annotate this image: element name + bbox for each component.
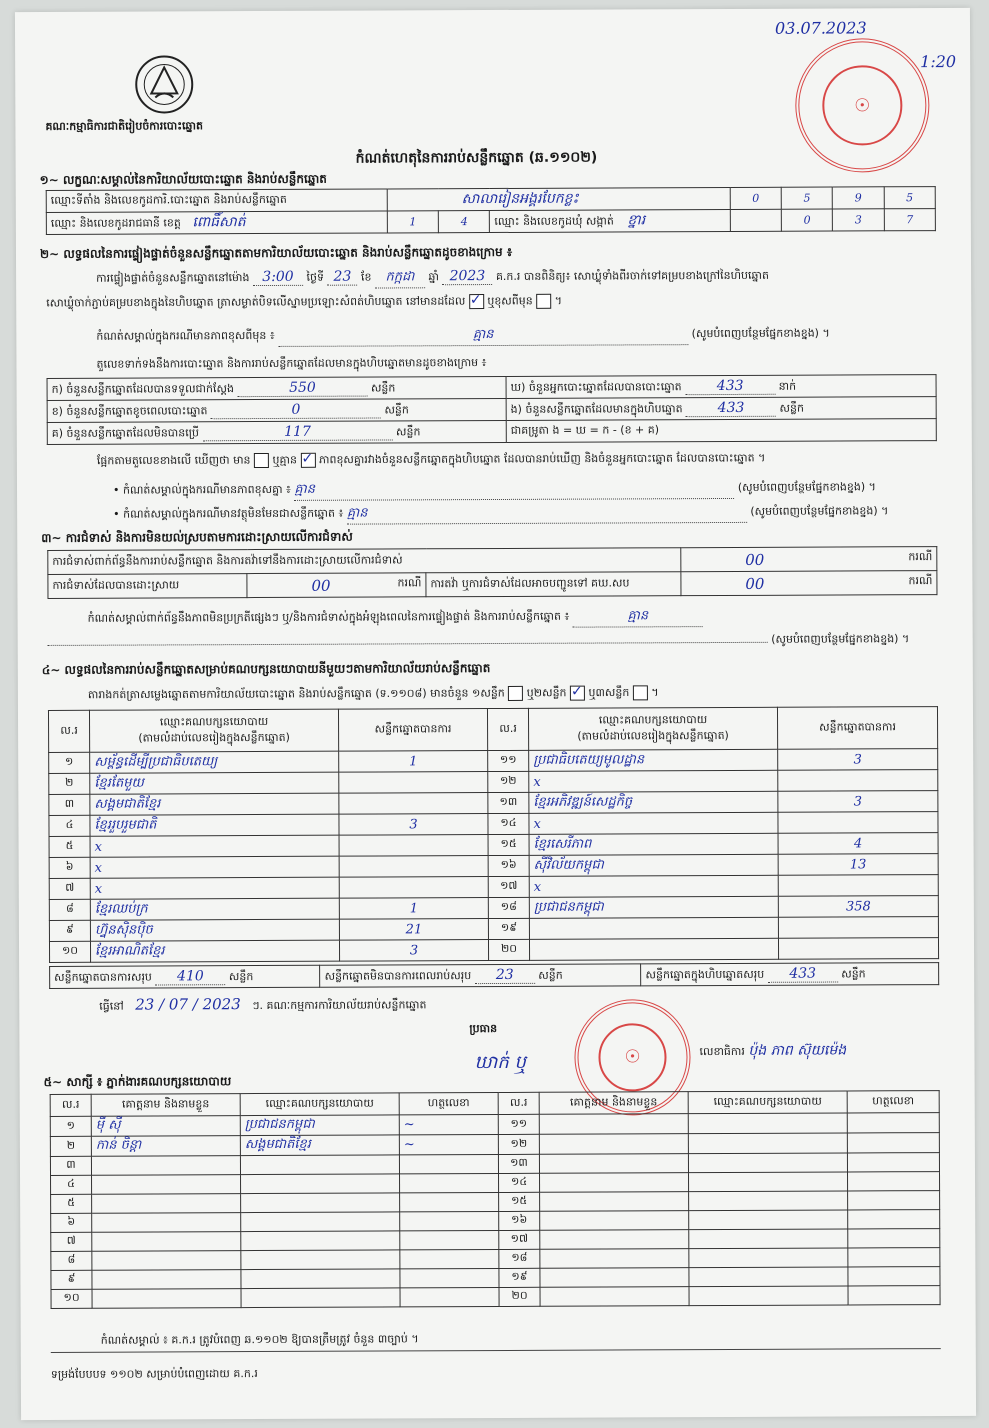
station-value: សាលារៀនអង្គរបែកខ្លះ <box>387 187 730 210</box>
party-votes-cell <box>778 917 938 939</box>
commune-code-3: 7 <box>884 209 935 231</box>
witness-no-cell: ១០ <box>51 1289 92 1308</box>
party-party-cell: x <box>90 877 339 899</box>
seal-note-line: កំណត់សម្គាល់ក្នុងករណីមានភាពខុសពីមុន ៖ គ្មាន (សូមបំពេញបន្ថែមផ្នែកខាងខ្នង) ។ <box>96 324 956 348</box>
witness-body <box>50 1113 940 1309</box>
party-votes-cell <box>778 812 938 834</box>
party-no-cell: ១ <box>49 752 90 773</box>
witness-no-cell: ៣ <box>50 1156 91 1175</box>
witness-name-cell <box>539 1154 688 1174</box>
witness-name-cell <box>539 1114 688 1135</box>
witness-sig-cell <box>847 1133 939 1153</box>
party-no-cell: ១០ <box>49 941 90 962</box>
witness-name-cell <box>540 1230 689 1250</box>
witness-party-cell <box>689 1286 848 1306</box>
party-votes-cell: 21 <box>339 919 488 941</box>
station-table <box>46 186 936 235</box>
numbers-intro: តួលេខទាក់ទងនឹងការបោះឆ្នោត និងការរាប់សន្លឹកឆ្នោតដែលមានក្នុងហិបឆ្នោតមានដូចខាងក្រោម ៖ <box>96 356 487 371</box>
witness-name-cell <box>540 1192 689 1212</box>
station-label: ឈ្មោះទីតាំង និងលេខកូដការិ.បោះឆ្នោត និងរាប់សន្លឹកឆ្នោត <box>46 189 387 212</box>
commune-code-blank <box>730 209 781 231</box>
witness-party-cell <box>688 1153 847 1173</box>
col-party: ឈ្មោះគណបក្សនយោបាយ (តាមលំដាប់លេខរៀងក្នុងសន្លឹកឆ្នោត) <box>89 709 338 752</box>
one-sheet-checkbox[interactable] <box>508 686 523 701</box>
total-invalid: សន្លឹកឆ្នោតមិនបានការពេលរាប់សរុប 23 សន្លឹក <box>320 964 641 987</box>
w-col-no-2: ល.រ <box>498 1092 539 1114</box>
w-col-sig-2: ហត្ថលេខា <box>847 1091 939 1113</box>
party-votes-cell <box>339 877 488 899</box>
witness-party-cell: ប្រជាជនកម្ពុជា <box>240 1115 399 1136</box>
nec-emblem-icon <box>133 53 195 115</box>
witness-no-cell: ៦ <box>51 1213 92 1232</box>
witness-sig-cell <box>400 1268 499 1287</box>
party-no-cell: ១២ <box>488 771 529 792</box>
witness-sig-cell: ~ <box>399 1134 498 1154</box>
col-votes-2: សន្លឹកឆ្នោតបានការ <box>777 707 937 750</box>
party-no-cell: ១៧ <box>488 876 529 897</box>
party-no-cell: ១១ <box>488 750 529 771</box>
party-party-cell: x <box>529 875 778 897</box>
irregularity-note: កំណត់សម្គាល់ពាក់ព័ន្ធនឹងភាពមិនប្រក្រតីផ្សេងៗ ឬ/និងការជំទាស់ក្នុងអំឡុងពេលនៃការផ្ទៀងផ្ទាត់ និងការរាប់សន្លឹកឆ្នោត ៖ គ្មាន <box>88 606 958 630</box>
witness-sig-cell <box>400 1173 499 1192</box>
witness-party-cell <box>241 1193 400 1213</box>
col-party-2: ឈ្មោះគណបក្សនយោបាយ (តាមលំដាប់លេខរៀងក្នុងសន្លឹកឆ្នោត) <box>528 707 777 750</box>
party-no-cell: ៥ <box>49 836 90 857</box>
party-votes-cell <box>778 938 938 960</box>
witness-party-cell <box>688 1113 847 1134</box>
seal-check-line: សោឃ្លុំចាក់ភ្ជាប់គម្របខាងក្នុងនៃហិបឆ្នោត ត្រាសម្ងាត់បិទលើស្នាមប្រឡោះសំពត់ហិបឆ្នោត នៅមានដដែល ✓ ឬខុសពីមុន ។ <box>46 294 562 313</box>
party-votes-cell <box>339 835 488 857</box>
party-party-cell: ខ្មែរអាណិតខ្មែរ <box>90 940 339 962</box>
witness-name-cell <box>540 1173 689 1193</box>
compare-line: ផ្អែកតាមតួលេខខាងលើ ឃើញថា មាន ឬគ្មាន ✓ ភាពខុសគ្នារវាងចំនួនសន្លឹកឆ្នោតក្នុងហិបឆ្នោត ដែលបានរាប់ឃើញ និងចំនួនអ្នកបោះឆ្នោត ដែលបានបោះឆ្នោត ។ <box>97 450 967 470</box>
w-col-name-2: គោត្តនាម និងនាមខ្លួន <box>539 1092 688 1115</box>
witness-party-cell <box>689 1210 848 1230</box>
total-valid: សន្លឹកឆ្នោតបានការសរុប 410 សន្លឹក <box>50 965 321 988</box>
ballot-count-table <box>47 374 937 445</box>
w-col-party: ឈ្មោះគណបក្សនយោបាយ <box>240 1093 399 1116</box>
diff-yes-checkbox[interactable] <box>254 453 269 468</box>
party-no-cell: ១៨ <box>488 897 529 918</box>
witness-party-cell <box>241 1174 400 1194</box>
ballot-row-received: ក) ចំនួនសន្លឹកឆ្នោតដែលបានទទួលជាក់ស្តែង 550 សន្លឹក ឃ) ចំនួនអ្នកបោះឆ្នោតដែលបានបោះឆ្នោត 433 នាក់ <box>47 375 936 401</box>
witness-no-cell: ១៨ <box>499 1249 540 1268</box>
witness-name-cell <box>540 1268 689 1288</box>
witness-party-cell <box>688 1133 847 1154</box>
diff-note-line: • កំណត់សម្គាល់ក្នុងករណីមានភាពខុសគ្នា ៖ គ្មាន (សូមបំពេញបន្ថែមផ្នែកខាងខ្នង) ។ <box>113 478 963 502</box>
objection-table <box>47 546 937 599</box>
president-label: ប្រធាន <box>469 1021 498 1036</box>
form-page <box>15 8 976 1420</box>
party-no-cell: ៤ <box>49 815 90 836</box>
witness-name-cell <box>92 1232 241 1252</box>
witness-party-cell <box>689 1229 848 1249</box>
witness-name-cell <box>92 1213 241 1233</box>
party-party-cell <box>529 938 778 960</box>
irregularity-note-line2: (សូមបំពេញបន្ថែមផ្នែកខាងខ្នង) ។ <box>48 632 948 652</box>
col-votes: សន្លឹកឆ្នោតបានការ <box>338 709 487 752</box>
party-no-cell: ១៣ <box>488 792 529 813</box>
w-col-no: ល.រ <box>50 1094 91 1116</box>
witness-sig-cell <box>848 1229 940 1248</box>
party-votes-cell: 3 <box>778 791 938 813</box>
total-box: សន្លឹកឆ្នោតក្នុងហិបឆ្នោតសរុប 433 សន្លឹក <box>641 963 939 986</box>
witness-no-cell: ១៤ <box>499 1173 540 1192</box>
witness-party-cell <box>241 1288 400 1308</box>
witness-party-cell <box>241 1212 400 1232</box>
party-party-cell: ប្រជាធិបតេយ្យមូលដ្ឋាន <box>529 749 778 771</box>
party-no-cell: ២០ <box>488 939 529 960</box>
commune-code-1: 0 <box>781 209 832 231</box>
witness-no-cell: ៩ <box>51 1270 92 1289</box>
party-votes-cell: 3 <box>778 749 938 771</box>
witness-sig-cell <box>847 1153 939 1172</box>
committee-name: គណៈកម្មាធិការជាតិរៀបចំការបោះឆ្នោត <box>45 119 204 133</box>
witness-name-cell <box>539 1134 688 1155</box>
party-no-cell: ១៤ <box>488 813 529 834</box>
witness-name-cell <box>91 1156 240 1176</box>
province-cell: ឈ្មោះ និងលេខកូដរាជធានី ខេត្ត ពោធិ៍សាត់ <box>46 211 387 234</box>
forwarded-count: 00 ករណី <box>681 571 937 596</box>
witness-party-cell <box>241 1269 400 1289</box>
party-party-cell: x <box>90 835 339 857</box>
section4-heading: ៤~ លទ្ធផលនៃការរាប់សន្លឹកឆ្នោតសម្រាប់គណបក្សនយោបាយនីមួយៗតាមការិយាល័យរាប់សន្លឹកឆ្នោត <box>41 661 491 677</box>
commune-cell: ឈ្មោះ និងលេខកូដឃុំ សង្កាត់ ខ្នារ <box>490 209 730 232</box>
party-votes-cell <box>778 770 938 792</box>
signing-date-line: ធ្វើនៅ 23 / 07 / 2023 ៗ. គណៈកម្មការការិយាល័យរាប់សន្លឹកឆ្នោត <box>99 995 427 1014</box>
object-note-line: • កំណត់សម្គាល់ក្នុងករណីមានវត្ថុមិនមែនជាសន្លឹកឆ្នោត ៖ គ្មាន (សូមបំពេញបន្ថែមផ្នែកខាងខ្នង) ។ <box>113 502 963 526</box>
witness-sig-cell <box>848 1210 940 1229</box>
ballot-row-spoiled: ខ) ចំនួនសន្លឹកឆ្នោតខូចពេលបោះឆ្នោត 0 សន្លឹក ង) ចំនួនសន្លឹកឆ្នោតដែលមានក្នុងហិបឆ្នោត 433 សន្លឹក <box>47 397 936 423</box>
party-party-cell: x <box>529 770 778 792</box>
forwarded-label: ការតវ៉ា ឬការជំទាស់ដែលអាចបញ្ជូនទៅ គឃ.សប <box>426 572 681 597</box>
witness-name-cell <box>540 1249 689 1269</box>
objection-count: 00 ករណី <box>681 547 937 572</box>
stamp-time: 1:20 <box>920 51 957 72</box>
witness-sig-cell: ~ <box>399 1114 498 1134</box>
w-col-party-2: ឈ្មោះគណបក្សនយោបាយ <box>688 1091 847 1114</box>
witness-table <box>50 1090 941 1309</box>
station-code-2: 5 <box>781 187 832 209</box>
witness-party-cell <box>689 1248 848 1268</box>
party-no-cell: ១៥ <box>488 834 529 855</box>
witness-sig-cell <box>400 1192 499 1211</box>
col-no: ល.រ <box>48 710 89 752</box>
witness-sig-cell <box>400 1249 499 1268</box>
party-no-cell: ៣ <box>49 794 90 815</box>
party-votes-cell <box>778 875 938 897</box>
footer-note: កំណត់សម្គាល់ ៖ គ.ក.រ ត្រូវបំពេញ ឆ.១១០២ ឱ្យបានត្រឹមត្រូវ ចំនួន ៣ច្បាប់ ។ <box>100 1332 419 1347</box>
witness-no-cell: ៧ <box>51 1232 92 1251</box>
witness-name-cell <box>540 1211 689 1231</box>
tally-sheet-line: តារាងកត់ត្រាសម្លេងឆ្នោតតាមការិយាល័យបោះឆ្នោត និងរាប់សន្លឹកឆ្នោត (ទ.១១០៨) មានចំនួន ១សន្លឹក ឬ២សន្លឹក ✓ ឬ៣សន្លឹក ។ <box>88 685 659 704</box>
witness-name-cell <box>92 1289 241 1309</box>
party-no-cell: ១៩ <box>488 918 529 939</box>
president-signature: ឃាក់ ឬ <box>474 1051 527 1074</box>
section1-heading: ១~ លក្ខណៈសម្គាល់នៃការិយាល័យបោះឆ្នោត និងរាប់សន្លឹកឆ្នោត <box>39 171 327 187</box>
witness-sig-cell <box>848 1286 940 1305</box>
witness-party-cell <box>689 1191 848 1211</box>
witness-sig-cell <box>848 1172 940 1191</box>
witness-no-cell: ១៥ <box>499 1192 540 1211</box>
party-party-cell: ខ្មែរអភិវឌ្ឍន៍សេដ្ឋកិច្ច <box>529 791 778 813</box>
party-party-cell <box>529 917 778 939</box>
party-party-cell: សង្គមជាតិខ្មែរ <box>90 793 339 815</box>
witness-name-cell <box>92 1270 241 1290</box>
ballot-row-unused: គ) ចំនួនសន្លឹកឆ្នោតដែលមិនបានប្រើ 117 សន្លឹក ជាគម្រូតា ង = ឃ = ក - (ខ + គ) <box>47 419 936 445</box>
witness-name-cell <box>92 1194 241 1214</box>
party-party-cell: ស៊ីវិល័យកម្ពុជា <box>529 854 778 876</box>
w-col-name: គោត្តនាម និងនាមខ្លួន <box>91 1094 240 1117</box>
witness-party-cell <box>241 1231 400 1251</box>
totals-table <box>49 962 939 989</box>
witness-party-cell: សង្គមជាតិខ្មែរ <box>240 1135 399 1156</box>
section3-heading: ៣~ ការជំទាស់ និងការមិនយល់ស្របតាមការដោះស្រាយលើការជំទាស់ <box>41 529 353 545</box>
party-votes-cell: 3 <box>339 814 488 836</box>
section2-heading: ២~ លទ្ធផលនៃការផ្ទៀងផ្ទាត់ចំនួនសន្លឹកឆ្នោតតាមការិយាល័យបោះឆ្នោត និងរាប់សន្លឹកឆ្នោតដូចខាងក្រោម ៖ <box>39 244 513 261</box>
witness-no-cell: ៤ <box>51 1175 92 1194</box>
witness-no-cell: ២០ <box>499 1287 540 1306</box>
nec-logo <box>133 53 195 115</box>
witness-sig-cell <box>400 1287 499 1306</box>
commune-code-2: 3 <box>833 209 884 231</box>
party-party-cell: ខ្មែររួបរួមជាតិ <box>90 814 339 836</box>
form-code: ទម្រង់បែបបទ ១១០២ សម្រាប់បំពេញដោយ គ.ក.រ <box>50 1367 258 1381</box>
party-votes-cell: 13 <box>778 854 938 876</box>
party-votes-cell: 1 <box>339 751 488 773</box>
party-votes-cell: 358 <box>778 896 938 918</box>
party-votes-cell: 1 <box>339 898 488 920</box>
party-party-cell: សម្ព័ន្ធដើម្បីប្រជាធិបតេយ្យ <box>90 751 339 773</box>
witness-no-cell: ២ <box>50 1136 91 1156</box>
stamp-date: 03.07.2023 <box>774 18 867 38</box>
stamp-seal-icon: ☉ <box>822 65 902 145</box>
province-code-2: 4 <box>438 211 489 233</box>
party-votes-cell: 4 <box>778 833 938 855</box>
party-votes-cell <box>339 772 488 794</box>
party-party-cell: ខ្មែរសេរីភាព <box>529 833 778 855</box>
witness-name-cell: ម៉ី ស៊ី <box>91 1116 240 1137</box>
seal-same-checkbox[interactable] <box>469 294 484 309</box>
results-header-row <box>48 707 937 753</box>
party-results-table <box>48 706 939 963</box>
party-no-cell: ៦ <box>49 857 90 878</box>
party-party-cell: ហ្វ៊ុនស៊ិនប៉ិច <box>90 919 339 941</box>
resolved-label: ការជំទាស់ដែលបានដោះស្រាយ <box>48 574 247 599</box>
witness-party-cell <box>241 1250 400 1270</box>
results-body <box>49 749 939 963</box>
party-votes-cell <box>339 793 488 815</box>
witness-name-cell <box>540 1287 689 1307</box>
station-code-3: 9 <box>833 187 884 209</box>
party-party-cell: ខ្មែរឈប់ក្រ <box>90 898 339 920</box>
party-no-cell: ២ <box>49 773 90 794</box>
party-no-cell: ៩ <box>49 920 90 941</box>
witness-name-cell <box>92 1175 241 1195</box>
section5-heading: ៥~ សាក្សី ៖ ភ្នាក់ងារគណបក្សនយោបាយ <box>43 1074 232 1089</box>
witness-no-cell: ១៧ <box>499 1230 540 1249</box>
secretary-line: លេខាធិការ ប៉ុង ភាព ស៊ុយម៉េង <box>699 1042 847 1059</box>
party-party-cell: ប្រជាជនកម្ពុជា <box>529 896 778 918</box>
table-row <box>49 938 938 963</box>
witness-sig-cell <box>400 1230 499 1249</box>
witness-sig-cell <box>848 1248 940 1267</box>
witness-no-cell: ១៩ <box>499 1268 540 1287</box>
seal-changed-checkbox[interactable] <box>536 294 551 309</box>
witness-no-cell: ១ <box>50 1116 91 1136</box>
witness-no-cell: ៥ <box>51 1194 92 1213</box>
resolved-count: 00 ករណី <box>247 573 426 598</box>
page-title: កំណត់ហេតុនៃការរាប់សន្លឹកឆ្នោត (ឆ.១១០២) <box>355 149 598 167</box>
province-code-1: 1 <box>387 211 438 233</box>
diff-no-checkbox[interactable] <box>300 453 315 468</box>
witness-sig-cell <box>848 1191 940 1210</box>
three-sheets-checkbox[interactable] <box>633 685 648 700</box>
stamp-seal-icon-2: ☉ <box>598 1023 667 1092</box>
witness-sig-cell <box>848 1267 940 1286</box>
station-code-4: 5 <box>884 187 935 209</box>
party-no-cell: ៨ <box>49 899 90 920</box>
party-votes-cell <box>339 856 488 878</box>
witness-party-cell <box>689 1172 848 1192</box>
witness-row <box>51 1286 940 1309</box>
party-votes-cell: 3 <box>339 940 488 962</box>
party-no-cell: ៧ <box>49 878 90 899</box>
witness-sig-cell <box>847 1113 939 1133</box>
witness-party-cell <box>240 1155 399 1175</box>
party-party-cell: ខ្មែរតែមួយ <box>90 772 339 794</box>
witness-name-cell: កាន់ ចិន្តា <box>91 1136 240 1157</box>
party-party-cell: x <box>529 812 778 834</box>
two-sheets-checkbox[interactable] <box>570 686 585 701</box>
objection-label: ការជំទាស់ពាក់ព័ន្ធនឹងការរាប់សន្លឹកឆ្នោត និងការតវ៉ាទៅនឹងការដោះស្រាយលើការជំទាស់ <box>48 548 681 575</box>
party-no-cell: ១៦ <box>488 855 529 876</box>
witness-sig-cell <box>399 1154 498 1173</box>
witness-party-cell <box>689 1267 848 1287</box>
witness-no-cell: ១៣ <box>498 1154 539 1173</box>
witness-sig-cell <box>400 1211 499 1230</box>
received-stamp <box>795 38 930 173</box>
witness-name-cell <box>92 1251 241 1271</box>
witness-no-cell: ១២ <box>498 1134 539 1154</box>
col-no-2: ល.រ <box>487 708 528 750</box>
w-col-sig: ហត្ថលេខា <box>399 1092 498 1114</box>
witness-no-cell: ៨ <box>51 1251 92 1270</box>
check-time-line: ការផ្ទៀងផ្ទាត់ចំនួនសន្លឹកឆ្នោតនៅម៉ោង 3:00 ថ្ងៃទី 23 ខែ កក្កដា ឆ្នាំ 2023 គ.ក.រ បានពិនិត្យ៖ សោឃ្លុំទាំងពីរចាក់ទៅគម្របខាងក្រៅនៃហិបឆ្នោត <box>96 266 956 290</box>
station-code-1: 0 <box>730 187 781 209</box>
witness-no-cell: ១១ <box>498 1114 539 1134</box>
party-party-cell: x <box>90 856 339 878</box>
witness-no-cell: ១៦ <box>499 1211 540 1230</box>
